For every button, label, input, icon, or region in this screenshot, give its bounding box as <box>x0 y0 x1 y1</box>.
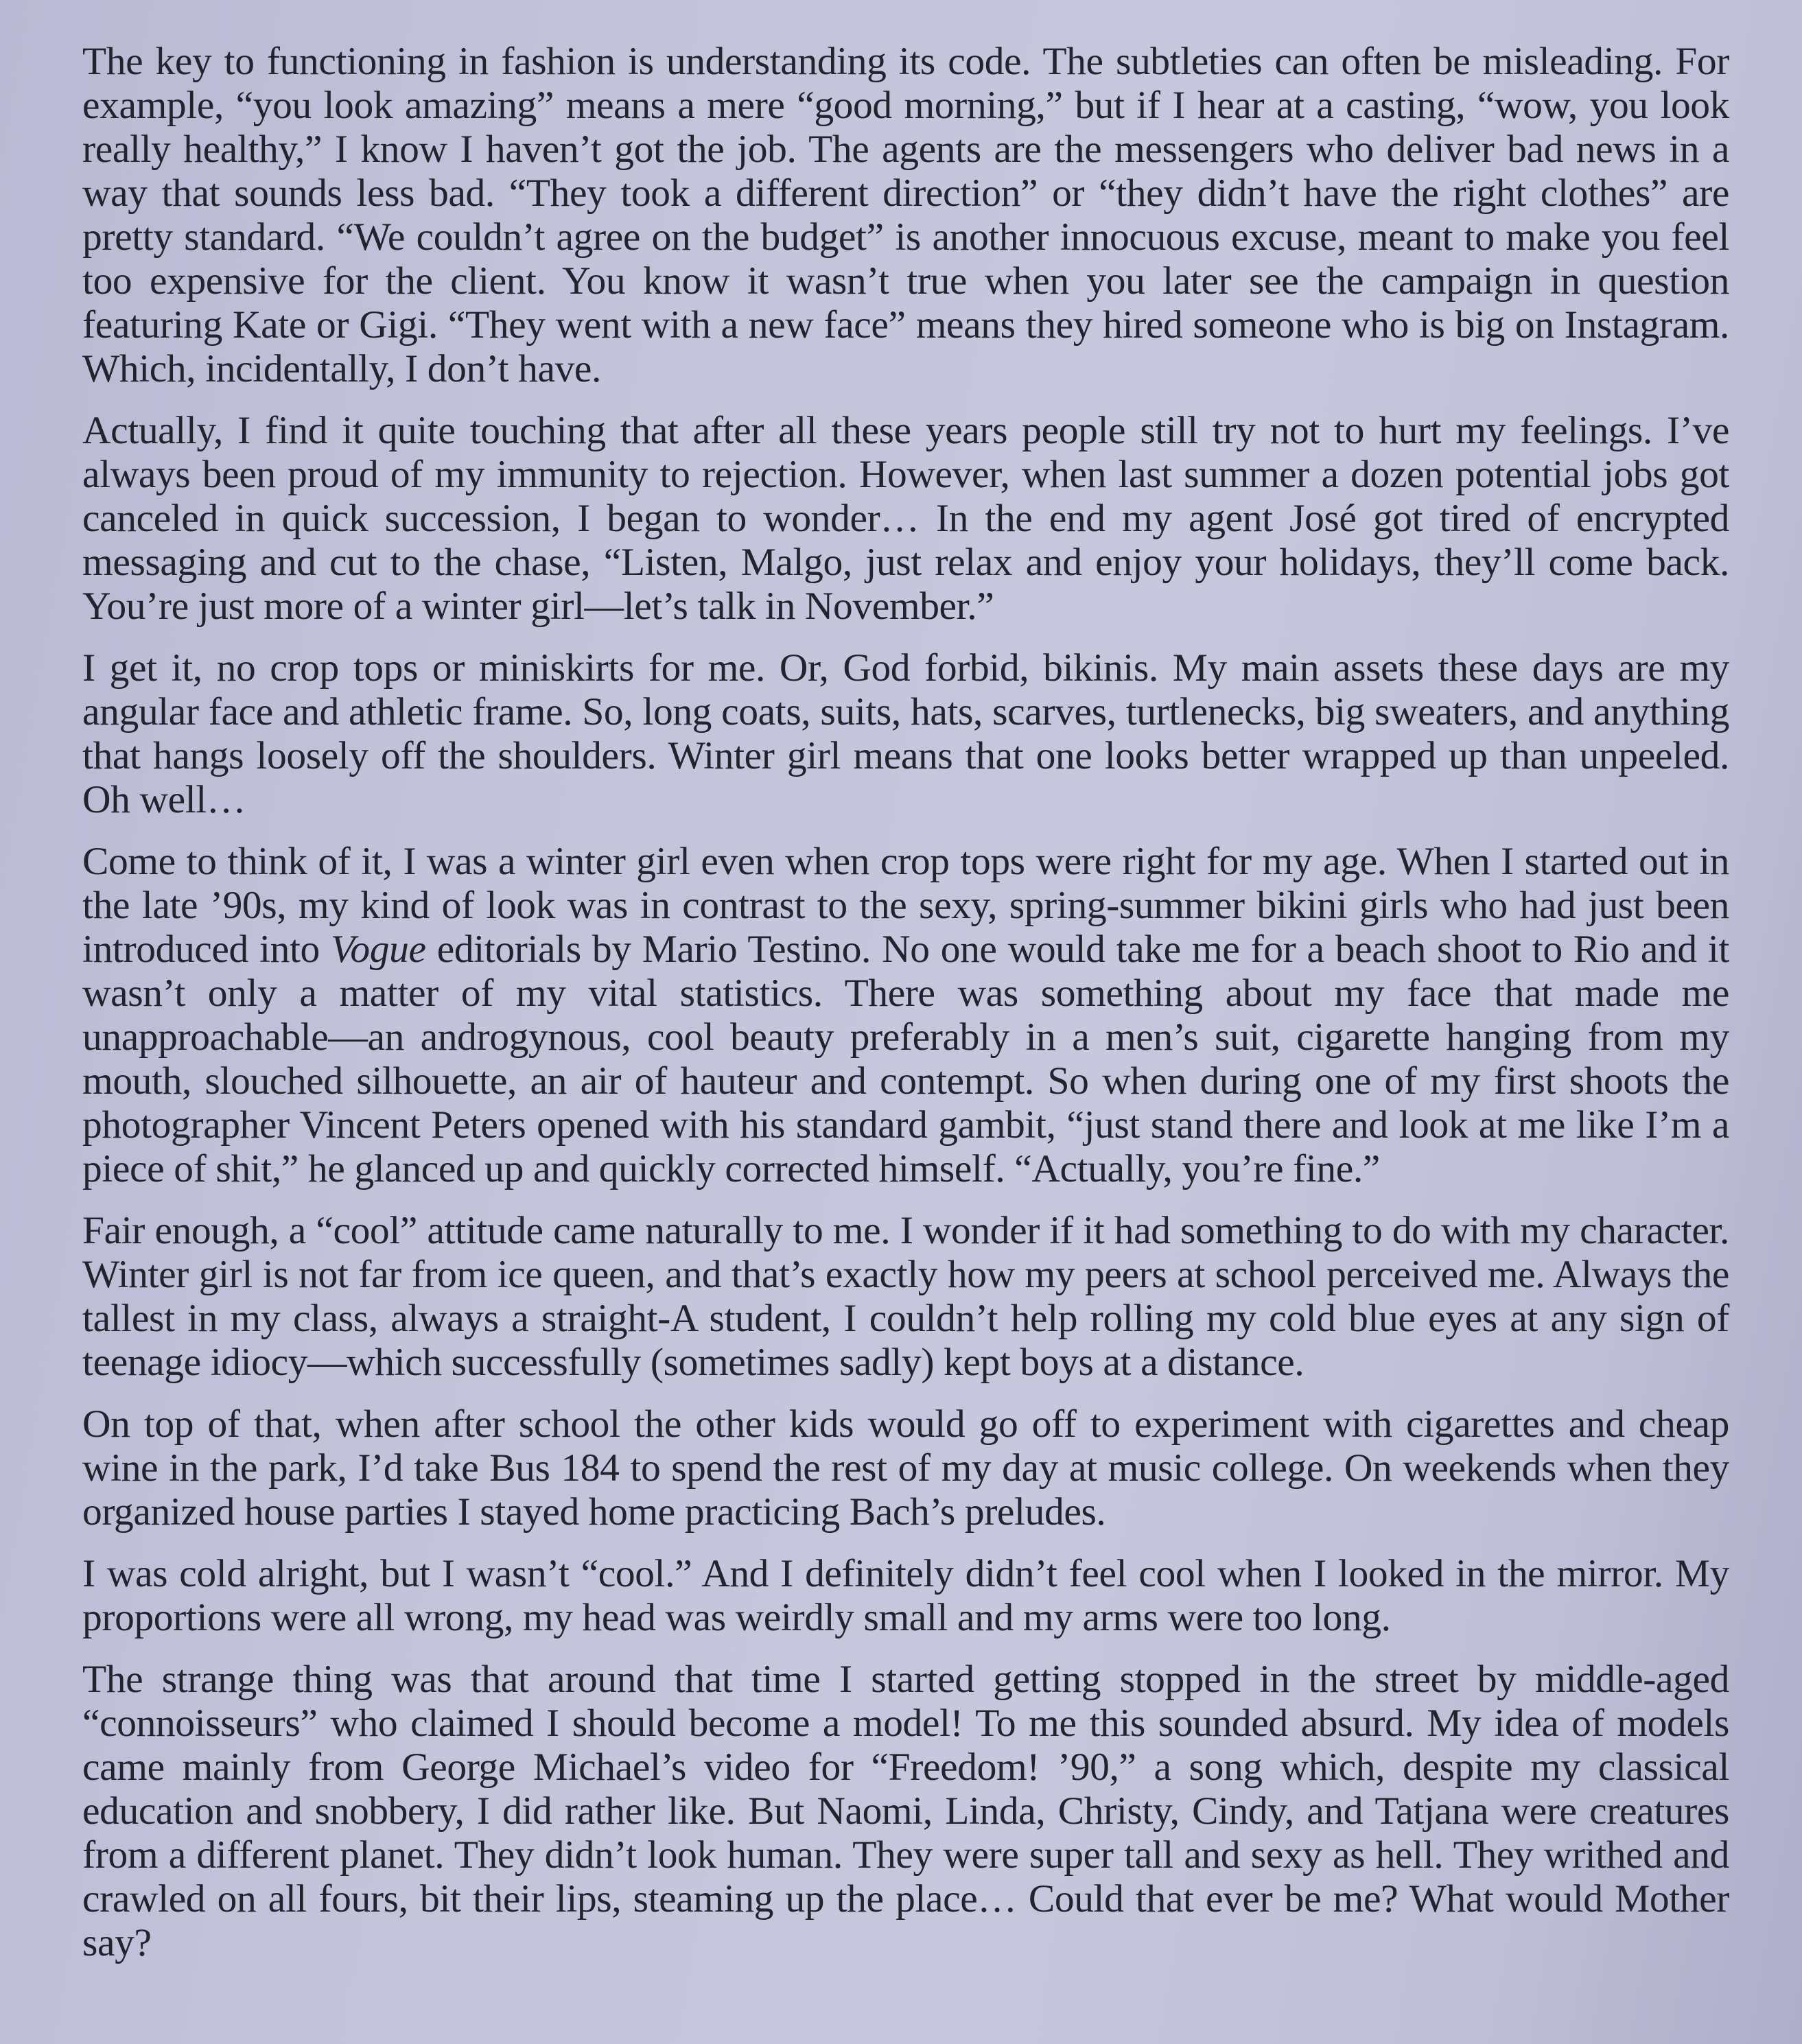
paragraph-fashion-code: The key to functioning in fashion is understanding its code. The subtleties can often be misleading. For example, “you look amazing” means a mere “good morning,” but if I hear at a casting, “wow, you look really healthy,” I know I haven’t got the job. The agents are the messengers who deliver bad news in a way that sounds less bad. “They took a different direction” or “they didn’t have the right clothes” are pretty standard. “We couldn’t agree on the budget” is another innocuous excuse, meant to make you feel too expensive for the client. You know it wasn’t true when you later see the campaign in question featuring Kate or Gigi. “They went with a new face” means they hired someone who is big on Instagram. Which, incidentally, I don’t have. <box>82 40 1729 390</box>
book-page-text <box>82 40 1729 1983</box>
paragraph-no-crop-tops: I get it, no crop tops or miniskirts for me. Or, God forbid, bikinis. My main assets these days are my angular face and athletic frame. So, long coats, suits, hats, scarves, turtlenecks, big sweaters, and anything that hangs loosely off the shoulders. Winter girl means that one looks better wrapped up than unpeeled. Oh well… <box>82 646 1729 821</box>
paragraph-winter-girl: Actually, I find it quite touching that after all these years people still try not to hurt my feelings. I’ve always been proud of my immunity to rejection. However, when last summer a dozen potential jobs got canceled in quick succession, I began to wonder… In the end my agent José got tired of encrypted messaging and cut to the chase, “Listen, Malgo, just relax and enjoy your holidays, they’ll come back. You’re just more of a winter girl—let’s talk in November.” <box>82 409 1729 628</box>
paragraph-late-90s <box>82 840 1729 1191</box>
paragraph-model-connoisseurs: The strange thing was that around that time I started getting stopped in the street by middle-aged “connoisseurs” who claimed I should become a model! To me this sounded absurd. My idea of models came mainly from George Michael’s video for “Freedom! ’90,” a song which, despite my classical education and snobbery, I did rather like. But Naomi, Linda, Christy, Cindy, and Tatjana were creatures from a different planet. They didn’t look human. They were super tall and sexy as hell. They writhed and crawled on all fours, bit their lips, steaming up the place… Could that ever be me? What would Mother say? <box>82 1658 1729 1964</box>
paragraph-late-90s-text-before: Come to think of it, I was a winter girl even when crop tops were right for my age. When I started out in the late ’90s, my kind of look was in contrast to the sexy, spring-summer bikini girls who had just been introduced into <box>82 840 1729 971</box>
paragraph-late-90s-text-after: editorials by Mario Testino. No one would take me for a beach shoot to Rio and it wasn’t only a matter of my vital statistics. There was something about my face that made me unapproachable—an androgynous, cool beauty preferably in a men’s suit, cigarette hanging from my mouth, slouched silhouette, an air of hauteur and contempt. So when during one of my first shoots the photographer Vincent Peters opened with his standard gambit, “just stand there and look at me like I’m a piece of shit,” he glanced up and quickly corrected himself. “Actually, you’re fine.” <box>82 928 1729 1190</box>
paragraph-cold-not-cool: I was cold alright, but I wasn’t “cool.” And I definitely didn’t feel cool when I looked in the mirror. My proportions were all wrong, my head was weirdly small and my arms were too long. <box>82 1552 1729 1639</box>
paragraph-cool-attitude: Fair enough, a “cool” attitude came naturally to me. I wonder if it had something to do with my character. Winter girl is not far from ice queen, and that’s exactly how my peers at school perceived me. Always the tallest in my class, always a straight-A student, I couldn’t help rolling my cold blue eyes at any sign of teenage idiocy—which successfully (sometimes sadly) kept boys at a distance. <box>82 1209 1729 1384</box>
vogue-italic: Vogue <box>331 928 426 971</box>
paragraph-music-college: On top of that, when after school the other kids would go off to experiment with cigarettes and cheap wine in the park, I’d take Bus 184 to spend the rest of my day at music college. On weekends when they organized house parties I stayed home practicing Bach’s preludes. <box>82 1402 1729 1534</box>
